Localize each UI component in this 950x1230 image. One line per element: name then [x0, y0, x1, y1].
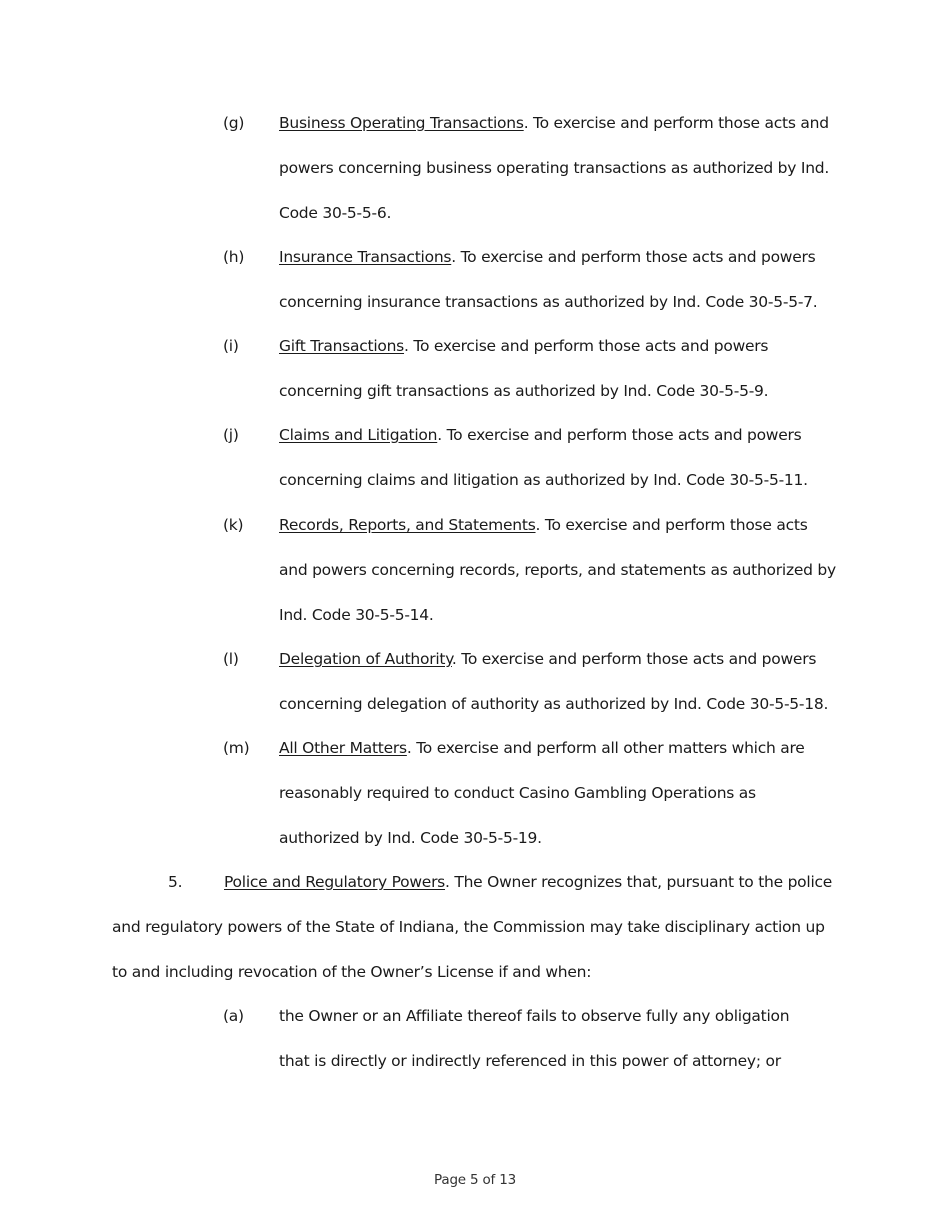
- item-heading: Delegation of Authority: [279, 650, 452, 668]
- list-item-text: [279, 324, 839, 414]
- item-heading: All Other Matters: [279, 739, 407, 757]
- item-body: . To exercise and perform all other matters which are reasonably required to conduct Casino Gambling Operations as authorized by Ind. Code 30-5-5-19.: [279, 739, 805, 847]
- section-number: 5.: [168, 873, 183, 891]
- list-marker: (h): [223, 248, 245, 266]
- section-body: . The Owner recognizes that, pursuant to the police and regulatory powers of the State of Indiana, the Commission may take disciplinary action up to and including revocation of the Owner’s License if and when:: [112, 873, 833, 981]
- section-heading: Police and Regulatory Powers: [224, 873, 446, 891]
- list-marker: (l): [223, 650, 239, 668]
- list-marker: (m): [223, 739, 250, 757]
- list-item-text: [279, 503, 839, 637]
- item-heading: Insurance Transactions: [279, 248, 452, 266]
- list-item-text: [279, 101, 839, 235]
- list-marker: (j): [223, 426, 239, 444]
- list-marker: (k): [223, 516, 244, 534]
- list-item-text: [279, 413, 839, 503]
- item-heading: Gift Transactions: [279, 337, 405, 355]
- page-number: Page 5 of 13: [434, 1172, 516, 1188]
- list-item-text: [279, 235, 839, 325]
- item-body: . To exercise and perform those acts and powers concerning delegation of authority as authorized by Ind. Code 30-5-5-18.: [279, 650, 829, 713]
- list-item-text: [279, 637, 839, 727]
- item-body: . To exercise and perform those acts and powers concerning claims and litigation as authorized by Ind. Code 30-5-5-11.: [279, 426, 808, 489]
- list-item-text: the Owner or an Affiliate thereof fails to observe fully any obligation that is directly or indirectly referenced in this power of attorney; or: [279, 1007, 790, 1070]
- section-5-paragraph: [112, 860, 837, 994]
- item-heading: Business Operating Transactions: [279, 114, 524, 132]
- list-marker: (i): [223, 337, 239, 355]
- item-body: . To exercise and perform those acts and powers concerning business operating transactions as authorized by Ind. Code 30-5-5-6.: [279, 114, 830, 222]
- list-item-text: [279, 726, 839, 860]
- item-body: . To exercise and perform those acts and powers concerning gift transactions as authorized by Ind. Code 30-5-5-9.: [279, 337, 769, 400]
- item-body: . To exercise and perform those acts and powers concerning insurance transactions as authorized by Ind. Code 30-5-5-7.: [279, 248, 818, 311]
- item-body: . To exercise and perform those acts and powers concerning records, reports, and statements as authorized by Ind. Code 30-5-5-14.: [279, 516, 836, 624]
- list-marker: (g): [223, 114, 245, 132]
- item-heading: Records, Reports, and Statements: [279, 516, 536, 534]
- list-marker: (a): [223, 1007, 244, 1025]
- item-heading: Claims and Litigation: [279, 426, 438, 444]
